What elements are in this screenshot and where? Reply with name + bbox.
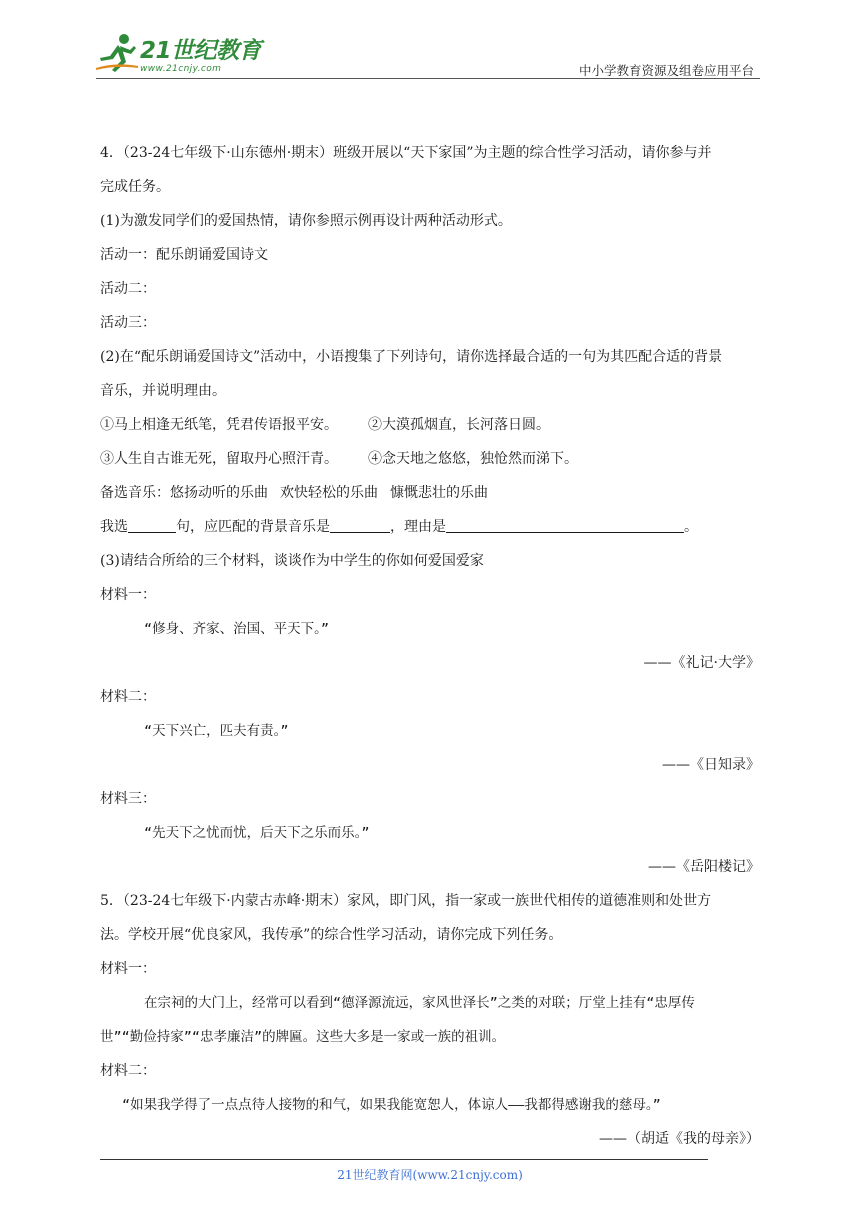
site-logo[interactable] bbox=[96, 32, 266, 76]
poem-row-2 bbox=[100, 442, 760, 476]
q4-material2-source: ——《日知录》 bbox=[662, 757, 760, 773]
fill-text-b: 句，应匹配的背景音乐是 bbox=[176, 519, 330, 535]
q5-material1-line1: 在宗祠的大门上，经常可以看到“德泽源流远，家风世泽长”之类的对联；厅堂上挂有“忠厚传 bbox=[144, 995, 695, 1011]
music-option-3: 慷慨悲壮的乐曲 bbox=[390, 485, 488, 501]
music-options bbox=[100, 476, 760, 510]
q4-material1-quote: “修身、齐家、治国、平天下。” bbox=[144, 621, 330, 637]
q4-part2-line1: (2)在“配乐朗诵爱国诗文”活动中，小语搜集了下列诗句，请你选择最合适的一句为其匹配合适的背景 bbox=[100, 349, 723, 365]
header-divider bbox=[96, 78, 760, 79]
poem-row-1 bbox=[100, 408, 760, 442]
footer-divider bbox=[100, 1159, 708, 1160]
platform-name: 中小学教育资源及组卷应用平台 bbox=[578, 63, 754, 78]
q5-material2-quote: “如果我学得了一点点待人接物的和气，如果我能宽恕人，体谅人——我都得感谢我的慈母。” bbox=[122, 1097, 661, 1113]
q4-material3-source: ——《岳阳楼记》 bbox=[648, 859, 760, 875]
fill-text-end: 。 bbox=[684, 519, 698, 535]
q4-material3-label: 材料三： bbox=[100, 791, 156, 807]
q4-material1-label: 材料一： bbox=[100, 587, 156, 603]
q5-stem-line2: 法。学校开展“优良家风，我传承”的综合性学习活动，请你完成下列任务。 bbox=[100, 927, 563, 943]
answer-blank-sentence[interactable] bbox=[128, 516, 176, 533]
q4-activity3: 活动三： bbox=[100, 315, 156, 331]
q5-material2-source: ——（胡适《我的母亲》） bbox=[599, 1131, 760, 1147]
q4-part1: (1)为激发同学们的爱国热情，请你参照示例再设计两种活动形式。 bbox=[100, 213, 512, 229]
poem-4: ④念天地之悠悠，独怆然而涕下。 bbox=[368, 451, 578, 467]
answer-blank-music[interactable] bbox=[330, 516, 390, 533]
q5-stem-line1: 5．（23-24七年级下·内蒙古赤峰·期末）家风，即门风，指一家或一族世代相传的道德准则和处世方 bbox=[100, 893, 712, 909]
brand-name: 21世纪教育 bbox=[140, 38, 262, 64]
q4-material1-source: ——《礼记·大学》 bbox=[643, 655, 760, 671]
q4-part2-line2: 音乐，并说明理由。 bbox=[100, 383, 226, 399]
fill-text-a: 我选 bbox=[100, 519, 128, 535]
fill-text-c: ，理由是 bbox=[390, 519, 446, 535]
fill-in-line bbox=[100, 510, 760, 544]
music-option-2: 欢快轻松的乐曲 bbox=[280, 485, 378, 501]
footer-link[interactable]: 21世纪教育网(www.21cnjy.com) bbox=[337, 1168, 523, 1182]
q5-material2-label: 材料二： bbox=[100, 1063, 156, 1079]
q4-material3-quote: “先天下之忧而忧，后天下之乐而乐。” bbox=[144, 825, 370, 841]
q4-activity1: 活动一：配乐朗诵爱国诗文 bbox=[100, 247, 268, 263]
page-header bbox=[96, 28, 760, 80]
poem-3: ③人生自古谁无死，留取丹心照汗青。 bbox=[100, 451, 338, 467]
q4-stem-line2: 完成任务。 bbox=[100, 179, 170, 195]
document-body bbox=[100, 136, 760, 1156]
runner-logo-icon bbox=[96, 32, 138, 76]
q4-activity2: 活动二： bbox=[100, 281, 156, 297]
brand-url: www.21cnjy.com bbox=[140, 64, 222, 74]
q4-part3: (3)请结合所给的三个材料，谈谈作为中学生的你如何爱国爱家 bbox=[100, 553, 484, 569]
q5-material1-label: 材料一： bbox=[100, 961, 156, 977]
q5-material1-line2: 世”“勤俭持家”“忠孝廉洁”的牌匾。这些大多是一家或一族的祖训。 bbox=[100, 1029, 506, 1045]
q4-material2-label: 材料二： bbox=[100, 689, 156, 705]
music-option-1: 备选音乐：悠扬动听的乐曲 bbox=[100, 485, 268, 501]
poem-1: ①马上相逢无纸笔，凭君传语报平安。 bbox=[100, 417, 338, 433]
q4-material2-quote: “天下兴亡，匹夫有责。” bbox=[144, 723, 289, 739]
poem-2: ②大漠孤烟直，长河落日圆。 bbox=[368, 417, 550, 433]
answer-blank-reason[interactable] bbox=[446, 516, 684, 533]
q4-stem-line1: 4．（23-24七年级下·山东德州·期末）班级开展以“天下家国”为主题的综合性学习活动，请你参与并 bbox=[100, 145, 712, 161]
